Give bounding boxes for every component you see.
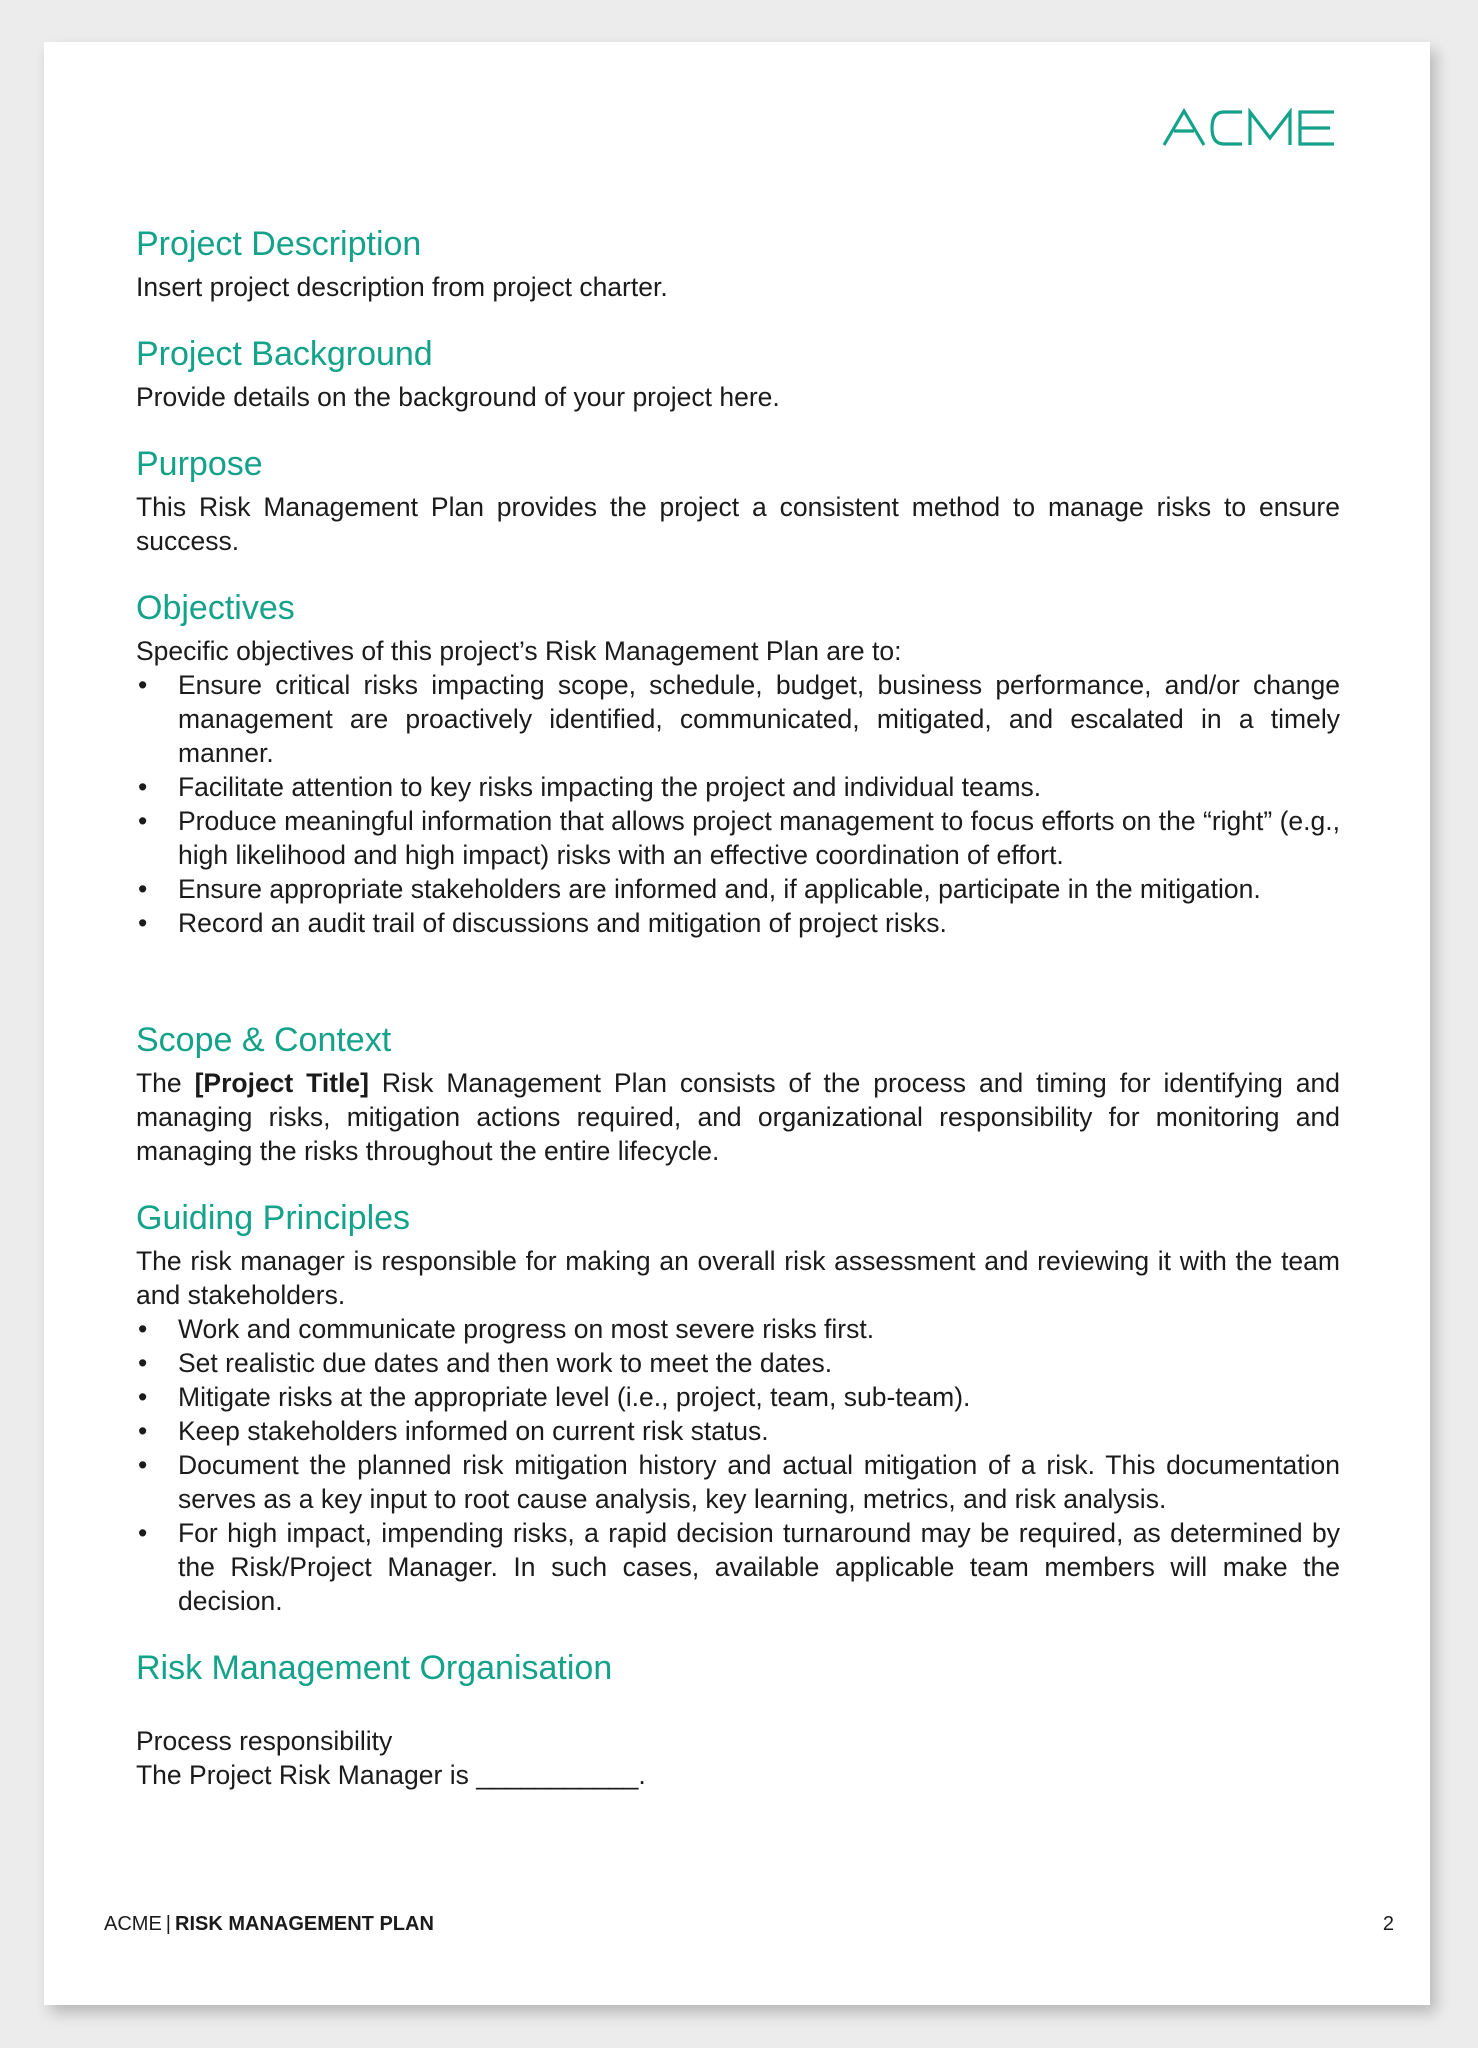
list-item: • Mitigate risks at the appropriate level (i.e., project, team, sub-team). bbox=[136, 1380, 1340, 1414]
guiding-principles-list bbox=[136, 1312, 1340, 1618]
footer-company: ACME bbox=[104, 1913, 162, 1935]
risk-manager-line: The Project Risk Manager is ___________. bbox=[136, 1760, 646, 1790]
scope-context-section bbox=[136, 1020, 1340, 1168]
page-number: 2 bbox=[1382, 1913, 1394, 1935]
purpose-text: This Risk Management Plan provides the project a consistent method to manage risks to ensure success. bbox=[136, 492, 1340, 556]
objectives-section bbox=[136, 588, 1340, 940]
project-background-heading: Project Background bbox=[136, 335, 433, 373]
footer-doc-title: RISK MANAGEMENT PLAN bbox=[175, 1913, 434, 1935]
objectives-intro: Specific objectives of this project’s Risk Management Plan are to: bbox=[136, 636, 902, 666]
scope-context-text bbox=[136, 1066, 1340, 1168]
objectives-list bbox=[136, 668, 1340, 940]
project-title-placeholder: [Project Title] bbox=[194, 1068, 369, 1098]
list-item: • Record an audit trail of discussions and mitigation of project risks. bbox=[136, 906, 1340, 940]
main-content bbox=[136, 224, 1340, 1822]
list-item: • Document the planned risk mitigation history and actual mitigation of a risk. This documentation serves as a key input to root cause analysis, key learning, metrics, and risk analysis. bbox=[136, 1448, 1340, 1516]
objectives-heading: Objectives bbox=[136, 589, 295, 627]
scope-context-heading: Scope & Context bbox=[136, 1021, 392, 1059]
scope-rest-text: Risk Management Plan consists of the process and timing for identifying and managing risks, mitigation actions required, and organizational responsibility for monitoring and managing the risks throughout the entire lifecycle. bbox=[136, 1068, 1340, 1166]
list-item: • Produce meaningful information that allows project management to focus efforts on the “right” (e.g., high likelihood and high impact) risks with an effective coordination of effort. bbox=[136, 804, 1340, 872]
project-background-text: Provide details on the background of your project here. bbox=[136, 382, 780, 412]
footer-title bbox=[104, 1912, 434, 1936]
list-item: • Ensure appropriate stakeholders are informed and, if applicable, participate in the mitigation. bbox=[136, 872, 1340, 906]
list-item: • For high impact, impending risks, a rapid decision turnaround may be required, as determined by the Risk/Project Manager. In such cases, available applicable team members will make the decision. bbox=[136, 1516, 1340, 1618]
list-item: • Set realistic due dates and then work to meet the dates. bbox=[136, 1346, 1340, 1380]
project-description-text: Insert project description from project charter. bbox=[136, 272, 668, 302]
project-description-heading: Project Description bbox=[136, 225, 422, 263]
project-background-section bbox=[136, 334, 1340, 414]
purpose-heading: Purpose bbox=[136, 445, 263, 483]
guiding-principles-intro: The risk manager is responsible for making an overall risk assessment and reviewing it with the team and stakeholders. bbox=[136, 1246, 1340, 1310]
process-responsibility-label: Process responsibility bbox=[136, 1726, 393, 1756]
project-description-section bbox=[136, 224, 1340, 304]
guiding-principles-section bbox=[136, 1198, 1340, 1618]
spacer bbox=[136, 970, 1340, 1020]
document-page bbox=[44, 42, 1430, 2005]
list-item: • Facilitate attention to key risks impacting the project and individual teams. bbox=[136, 770, 1340, 804]
risk-organisation-section bbox=[136, 1648, 1340, 1792]
scope-lead-text: The bbox=[136, 1068, 195, 1098]
risk-organisation-heading: Risk Management Organisation bbox=[136, 1649, 613, 1687]
purpose-section bbox=[136, 444, 1340, 558]
list-item: • Ensure critical risks impacting scope, schedule, budget, business performance, and/or change management are proactively identified, communicated, mitigated, and escalated in a timely manner. bbox=[136, 668, 1340, 770]
guiding-principles-heading: Guiding Principles bbox=[136, 1199, 411, 1237]
acme-logo bbox=[1162, 108, 1338, 148]
list-item: • Keep stakeholders informed on current risk status. bbox=[136, 1414, 1340, 1448]
list-item: • Work and communicate progress on most severe risks first. bbox=[136, 1312, 1340, 1346]
footer-separator: | bbox=[165, 1913, 171, 1935]
